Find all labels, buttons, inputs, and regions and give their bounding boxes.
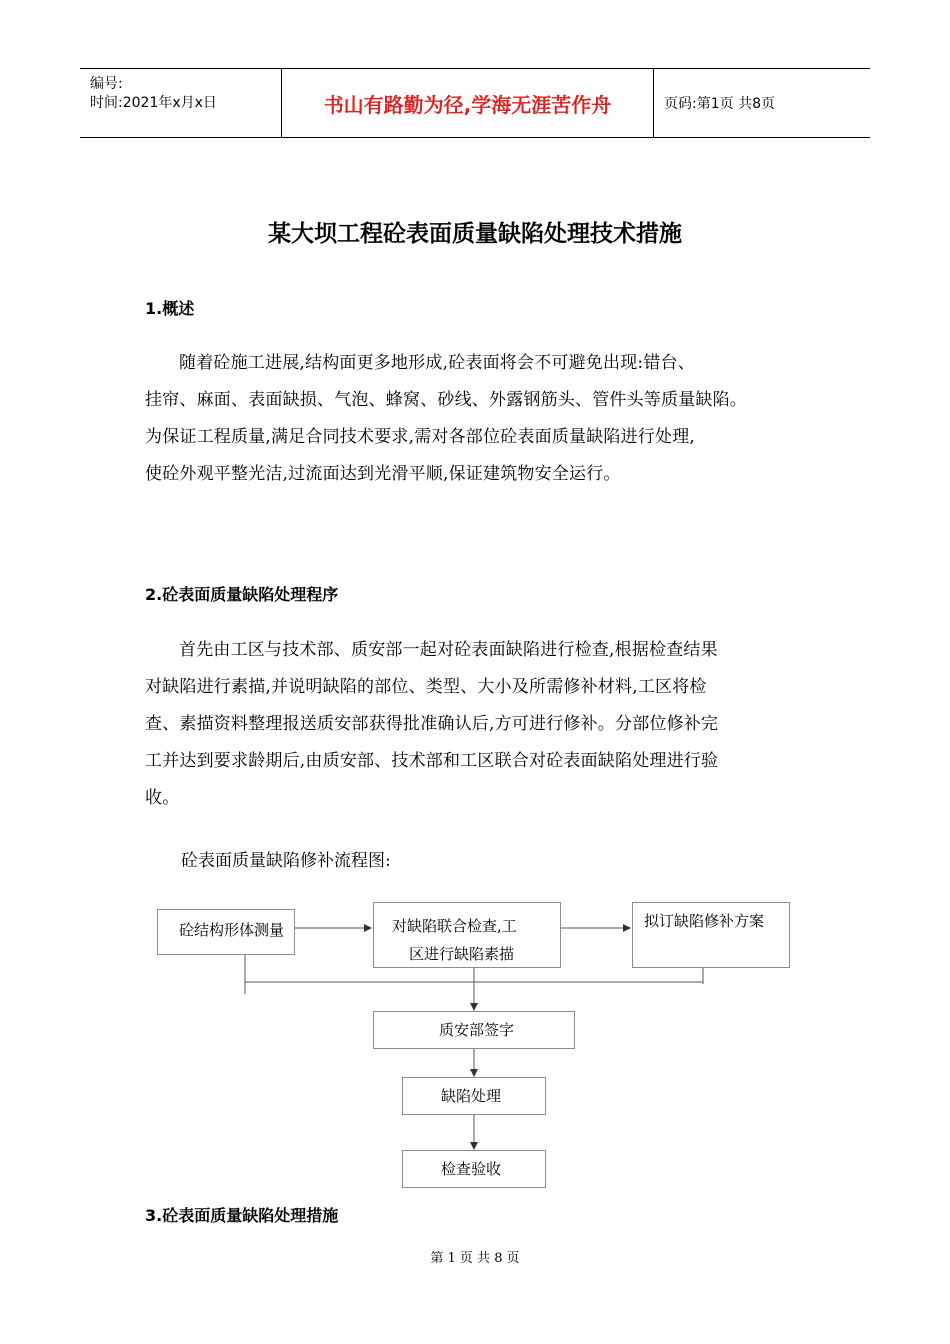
paragraph-line: 挂帘、麻面、表面缺损、气泡、蜂窝、砂线、外露钢筋头、管件头等质量缺陷。 bbox=[145, 390, 747, 410]
flow-box-label: 检查验收 bbox=[441, 1160, 502, 1178]
paragraph-line: 为保证工程质量,满足合同技术要求,需对各部位砼表面质量缺陷进行处理, bbox=[145, 427, 696, 447]
paragraph-line: 使砼外观平整光洁,过流面达到光滑平顺,保证建筑物安全运行。 bbox=[145, 464, 621, 484]
document-title: 某大坝工程砼表面质量缺陷处理技术措施 bbox=[268, 221, 682, 247]
doc-time-label: 时间:2021年x月x日 bbox=[90, 95, 217, 111]
section-3-heading: 3.砼表面质量缺陷处理措施 bbox=[145, 1206, 339, 1225]
paragraph-line: 对缺陷进行素描,并说明缺陷的部位、类型、大小及所需修补材料,工区将检 bbox=[145, 677, 707, 697]
flowchart-caption: 砼表面质量缺陷修补流程图: bbox=[181, 851, 391, 871]
paragraph-line: 随着砼施工进展,结构面更多地形成,砼表面将会不可避免出现:错台、 bbox=[179, 353, 695, 373]
section-1-heading: 1.概述 bbox=[145, 299, 195, 318]
flow-box-label: 拟订缺陷修补方案 bbox=[644, 912, 765, 930]
paragraph-line: 工并达到要求龄期后,由质安部、技术部和工区联合对砼表面缺陷处理进行验 bbox=[145, 751, 719, 771]
section-2-heading: 2.砼表面质量缺陷处理程序 bbox=[145, 585, 339, 604]
flow-box-plan bbox=[632, 902, 790, 968]
flow-box-label: 区进行缺陷素描 bbox=[409, 945, 515, 963]
paragraph-line: 收。 bbox=[145, 788, 180, 808]
flow-box-treat bbox=[402, 1077, 546, 1115]
flow-box-measure bbox=[157, 909, 295, 955]
paragraph-line: 查、素描资料整理报送质安部获得批准确认后,方可进行修补。分部位修补完 bbox=[145, 714, 719, 734]
page-footer: 第 1 页 共 8 页 bbox=[430, 1251, 520, 1266]
flow-box-label: 对缺陷联合检查,工 bbox=[392, 917, 517, 935]
flow-box-sign bbox=[373, 1011, 575, 1049]
doc-number-label: 编号: bbox=[90, 76, 123, 92]
header-motto: 书山有路勤为径,学海无涯苦作舟 bbox=[282, 69, 654, 137]
flow-box-inspect bbox=[373, 902, 561, 968]
paragraph-line: 首先由工区与技术部、质安部一起对砼表面缺陷进行检查,根据检查结果 bbox=[179, 640, 718, 660]
flow-box-accept bbox=[402, 1150, 546, 1188]
flow-box-label: 缺陷处理 bbox=[441, 1087, 502, 1105]
header-page-info: 页码:第1页 共8页 bbox=[664, 96, 775, 112]
flow-box-label: 质安部签字 bbox=[439, 1021, 515, 1039]
flow-box-label: 砼结构形体测量 bbox=[179, 921, 285, 939]
